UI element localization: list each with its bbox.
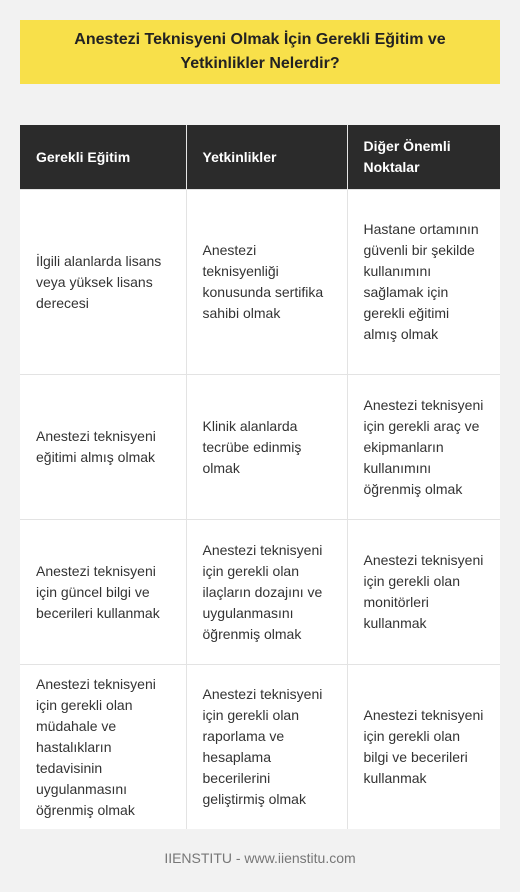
header-other-notes: Diğer Önemli Noktalar [347, 125, 500, 190]
table-cell: Anestezi teknisyeni için gerekli olan ilaçların dozajını ve uygulanmasını öğrenmiş olmak [186, 520, 347, 665]
requirements-table [20, 125, 500, 829]
table-cell: Anestezi teknisyeni için güncel bilgi ve becerileri kullanmak [20, 520, 186, 665]
table-header-row [20, 125, 500, 190]
header-competencies: Yetkinlikler [186, 125, 347, 190]
table-cell: Anestezi teknisyenliği konusunda sertifika sahibi olmak [186, 190, 347, 375]
table-row [20, 520, 500, 665]
title-banner [20, 20, 500, 84]
table-cell: Hastane ortamının güvenli bir şekilde kullanımını sağlamak için gerekli eğitimi almış olmak [347, 190, 500, 375]
footer-credit: IIENSTITU - www.iienstitu.com [164, 850, 356, 866]
table-cell: Anestezi teknisyeni eğitimi almış olmak [20, 375, 186, 520]
table-cell: Klinik alanlarda tecrübe edinmiş olmak [186, 375, 347, 520]
table-cell: Anestezi teknisyeni için gerekli olan müdahale ve hastalıkların tedavisinin uygulanmasını öğrenmiş olmak [20, 665, 186, 830]
table-row [20, 375, 500, 520]
header-required-education: Gerekli Eğitim [20, 125, 186, 190]
table-cell: İlgili alanlarda lisans veya yüksek lisans derecesi [20, 190, 186, 375]
table-cell: Anestezi teknisyeni için gerekli olan monitörleri kullanmak [347, 520, 500, 665]
table-cell: Anestezi teknisyeni için gerekli olan raporlama ve hesaplama becerilerini geliştirmiş olmak [186, 665, 347, 830]
table-cell: Anestezi teknisyeni için gerekli araç ve ekipmanların kullanımını öğrenmiş olmak [347, 375, 500, 520]
table-cell: Anestezi teknisyeni için gerekli olan bilgi ve becerileri kullanmak [347, 665, 500, 830]
table-row [20, 190, 500, 375]
table-row [20, 665, 500, 830]
page-title: Anestezi Teknisyeni Olmak İçin Gerekli Eğitim ve Yetkinlikler Nelerdir? [74, 31, 446, 72]
